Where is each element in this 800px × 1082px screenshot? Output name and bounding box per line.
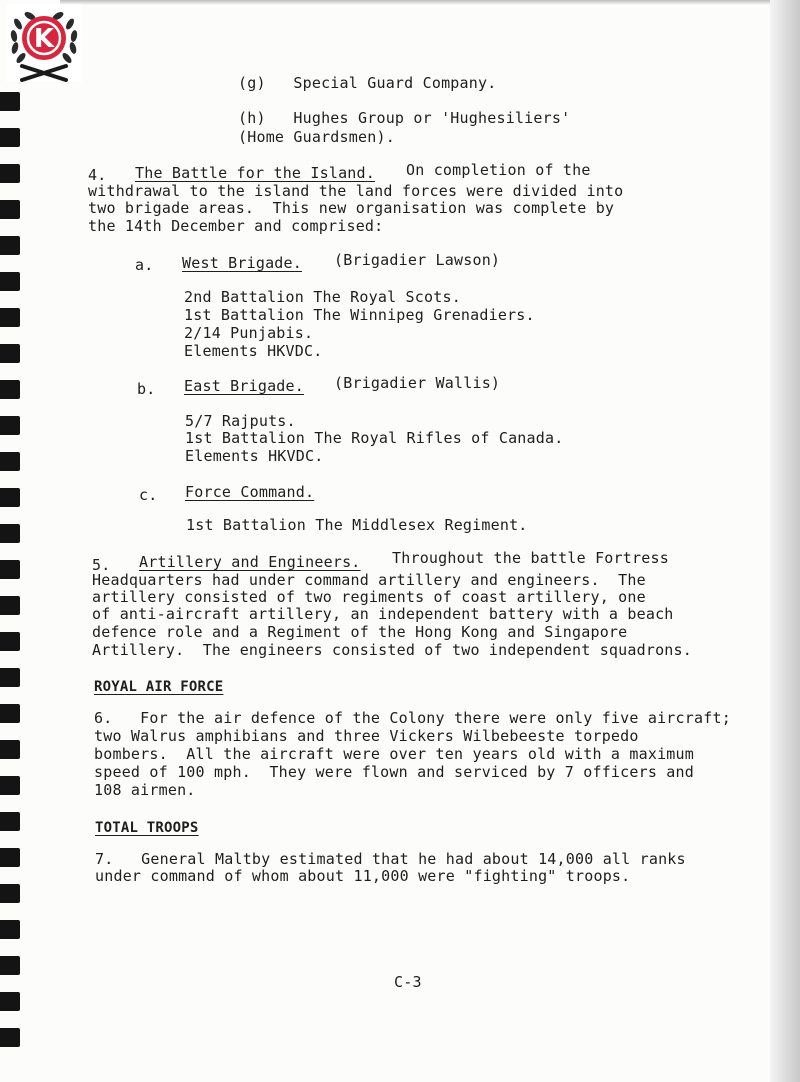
para5-line1: Throughout the battle Fortress	[392, 549, 669, 567]
binding-hole	[0, 920, 20, 939]
binding-hole	[0, 452, 20, 471]
binding-hole	[0, 488, 20, 507]
brigade-a-letter: a.	[135, 256, 154, 274]
brigade-b-unit: Elements HKVDC.	[185, 447, 324, 465]
para6-line4: speed of 100 mph. They were flown and serviced by 7 officers and	[94, 763, 694, 781]
para6-line5: 108 airmen.	[94, 781, 196, 799]
binding-hole	[0, 416, 20, 435]
brigade-a-unit: 2nd Battalion The Royal Scots.	[184, 288, 461, 306]
para7-line1: 7. General Maltby estimated that he had about 14,000 all ranks	[95, 850, 686, 868]
binding-hole	[0, 236, 20, 255]
brigade-b-unit: 1st Battalion The Royal Rifles of Canada.	[185, 429, 564, 447]
wreath-logo-icon	[6, 4, 82, 82]
binding-hole	[0, 308, 20, 327]
binding-hole	[0, 632, 20, 651]
binding-hole	[0, 812, 20, 831]
comb-binding	[0, 0, 26, 1082]
para4-heading: The Battle for the Island.	[135, 164, 375, 182]
force-command-name: Force Command.	[185, 483, 315, 501]
binding-hole	[0, 164, 20, 183]
para4-line4: the 14th December and comprised:	[88, 217, 384, 235]
section-heading-raf: ROYAL AIR FORCE	[94, 679, 224, 695]
list-item-h-continued: (Home Guardsmen).	[238, 128, 395, 146]
brigade-b-unit: 5/7 Rajputs.	[185, 412, 296, 430]
para5-line2: Headquarters had under command artillery and engineers. The	[92, 571, 646, 589]
binding-hole	[0, 1028, 20, 1047]
para7-line2: under command of whom about 11,000 were "fighting" troops.	[95, 867, 631, 885]
section-heading-total-troops: TOTAL TROOPS	[95, 820, 199, 836]
binding-hole	[0, 200, 20, 219]
binding-hole	[0, 560, 20, 579]
list-item-h: (h) Hughes Group or 'Hughesiliers'	[238, 109, 571, 127]
page-number: C-3	[394, 973, 422, 991]
para6-line1: 6. For the air defence of the Colony there were only five aircraft;	[94, 709, 731, 727]
para5-number: 5.	[92, 556, 111, 574]
para5-line6: Artillery. The engineers consisted of two independent squadrons.	[92, 641, 692, 659]
binding-hole	[0, 992, 20, 1011]
brigade-a-unit: 2/14 Punjabis.	[184, 324, 314, 342]
binding-hole	[0, 776, 20, 795]
para5-heading: Artillery and Engineers.	[139, 553, 361, 571]
binding-hole	[0, 524, 20, 543]
binding-hole	[0, 92, 20, 111]
binding-hole	[0, 740, 20, 759]
binding-hole	[0, 704, 20, 723]
binding-hole	[0, 344, 20, 363]
brigade-b-name: East Brigade.	[184, 377, 304, 395]
list-item-g: (g) Special Guard Company.	[238, 74, 497, 92]
para5-line5: defence role and a Regiment of the Hong Kong and Singapore	[92, 623, 628, 641]
binding-hole	[0, 884, 20, 903]
para4-line1: On completion of the	[406, 161, 591, 179]
para4-line3: two brigade areas. This new organisation was complete by	[88, 199, 615, 217]
logo-letter: K	[33, 24, 55, 54]
para6-line2: two Walrus amphibians and three Vickers Wilbebeeste torpedo	[94, 727, 639, 745]
force-command-letter: c.	[139, 486, 158, 504]
page-edge-shadow	[770, 0, 800, 1082]
binding-hole	[0, 596, 20, 615]
para4-number: 4.	[88, 166, 107, 184]
brigade-b-commander: (Brigadier Wallis)	[334, 374, 501, 392]
brigade-b-letter: b.	[137, 380, 156, 398]
scan-top-shadow	[60, 0, 770, 5]
para6-line3: bombers. All the aircraft were over ten years old with a maximum	[94, 745, 694, 763]
binding-hole	[0, 848, 20, 867]
binding-hole	[0, 668, 20, 687]
para5-line3: artillery consisted of two regiments of coast artillery, one	[92, 588, 646, 606]
para5-line4: of anti-aircraft artillery, an independent battery with a beach	[92, 605, 674, 623]
binding-hole	[0, 272, 20, 291]
brigade-a-unit: Elements HKVDC.	[184, 342, 323, 360]
brigade-a-name: West Brigade.	[182, 254, 302, 272]
para4-line2: withdrawal to the island the land forces were divided into	[88, 182, 624, 200]
binding-hole	[0, 956, 20, 975]
binding-hole	[0, 128, 20, 147]
brigade-a-unit: 1st Battalion The Winnipeg Grenadiers.	[184, 306, 535, 324]
brigade-a-commander: (Brigadier Lawson)	[334, 251, 501, 269]
force-command-unit: 1st Battalion The Middlesex Regiment.	[186, 516, 528, 534]
binding-hole	[0, 380, 20, 399]
